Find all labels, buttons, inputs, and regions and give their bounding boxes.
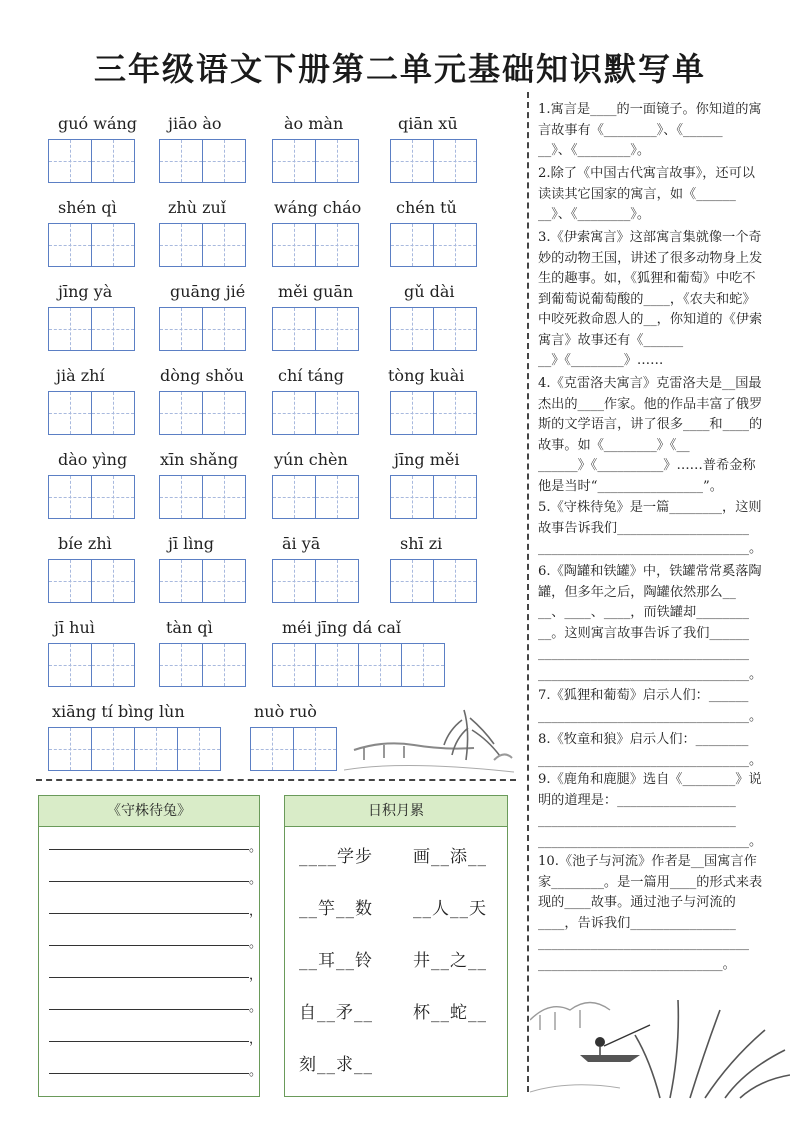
tianzige-cell[interactable] [159, 643, 203, 687]
story-line-punctuation: 。 [249, 936, 263, 951]
question-7: 7.《狐狸和葡萄》启示人们：______ ________________________________。 [538, 688, 763, 724]
tianzige-cell[interactable] [159, 559, 203, 603]
pinyin-label: gǔ dài [404, 282, 455, 301]
pinyin-label: ào màn [284, 114, 344, 133]
tianzige-cell[interactable] [250, 727, 294, 771]
story-writing-line[interactable] [49, 912, 249, 914]
writing-grid[interactable] [159, 307, 245, 351]
idiom-blank: __耳__铃 [299, 951, 373, 971]
story-writing-line[interactable] [49, 880, 249, 882]
tianzige-cell[interactable] [315, 223, 359, 267]
idiom-blank: 画__添__ [413, 847, 487, 867]
pinyin-label: zhù zuǐ [168, 198, 226, 217]
tianzige-cell[interactable] [272, 643, 316, 687]
tianzige-cell[interactable] [48, 727, 92, 771]
tianzige-cell[interactable] [315, 475, 359, 519]
writing-grid[interactable] [48, 223, 134, 267]
tianzige-cell[interactable] [159, 391, 203, 435]
story-writing-line[interactable] [49, 944, 249, 946]
writing-grid[interactable] [48, 391, 134, 435]
question-6: 6.《陶罐和铁罐》中，铁罐常常奚落陶罐，但多年之后，陶罐依然那么__ __、____、____，而铁罐却________ __。这则寓言故事告诉了我们______ ________________________________ ________________________________。 [538, 564, 763, 682]
tianzige-cell[interactable] [202, 139, 246, 183]
tianzige-cell[interactable] [159, 139, 203, 183]
tianzige-cell[interactable] [202, 391, 246, 435]
tianzige-cell[interactable] [159, 223, 203, 267]
tianzige-cell[interactable] [272, 307, 316, 351]
question-9: 9.《鹿角和鹿腿》选自《________》说明的道理是：__________________ ______________________________ ________________________________。 [538, 772, 763, 849]
story-line-punctuation: ， [249, 904, 263, 919]
story-box-title: 《守株待兔》 [39, 796, 259, 827]
pinyin-label: guāng jié [170, 282, 246, 301]
story-writing-line[interactable] [49, 1008, 249, 1010]
tianzige-cell[interactable] [202, 643, 246, 687]
question-4: 4.《克雷洛夫寓言》克雷洛夫是__国最杰出的____作家。他的作品丰富了俄罗斯的文学语言，讲了很多____和____的故事。如《________》《__ ______》《__________》……普希金称他是当时“________________”。 [538, 376, 763, 494]
writing-grid[interactable] [390, 139, 476, 183]
tianzige-cell[interactable] [390, 223, 434, 267]
idiom-blank: __人__天 [413, 899, 487, 919]
tianzige-cell[interactable] [91, 475, 135, 519]
tianzige-cell[interactable] [91, 223, 135, 267]
tianzige-cell[interactable] [48, 391, 92, 435]
story-writing-line[interactable] [49, 1040, 249, 1042]
question-1: 1.寓言是____的一面镜子。你知道的寓言故事有《________》、《______ __》、《________》。 [538, 102, 762, 158]
pinyin-label: méi jīng dá caǐ [282, 618, 402, 637]
pinyin-label: dòng shǒu [160, 366, 244, 385]
writing-grid[interactable] [159, 223, 245, 267]
writing-grid[interactable] [159, 475, 245, 519]
writing-grid[interactable] [48, 643, 134, 687]
pinyin-label: chén tǔ [396, 198, 457, 217]
tianzige-cell[interactable] [390, 475, 434, 519]
story-line-punctuation: 。 [249, 1000, 263, 1015]
story-line-punctuation: ， [249, 1032, 263, 1047]
tianzige-cell[interactable] [48, 475, 92, 519]
writing-grid[interactable] [159, 391, 245, 435]
writing-grid[interactable] [272, 643, 444, 687]
pinyin-label: tòng kuài [388, 366, 465, 385]
tianzige-cell[interactable] [272, 391, 316, 435]
tianzige-cell[interactable] [91, 391, 135, 435]
landscape-painting [344, 700, 514, 780]
story-writing-line[interactable] [49, 848, 249, 850]
writing-grid[interactable] [390, 475, 476, 519]
tianzige-cell[interactable] [390, 139, 434, 183]
tianzige-cell[interactable] [48, 139, 92, 183]
tianzige-cell[interactable] [433, 559, 477, 603]
story-box [38, 795, 263, 1097]
writing-grid[interactable] [48, 475, 134, 519]
pinyin-label: shén qì [58, 198, 117, 217]
idiom-blank: 杯__蛇__ [413, 1003, 487, 1023]
idiom-blank: __竽__数 [299, 899, 373, 919]
question-5: 5.《守株待兔》是一篇________，这则故事告诉我们____________________ ________________________________。 [538, 500, 763, 556]
idiom-blank: 刻__求__ [299, 1055, 373, 1075]
writing-grid[interactable] [272, 391, 358, 435]
tianzige-cell[interactable] [159, 307, 203, 351]
tianzige-cell[interactable] [433, 391, 477, 435]
pinyin-label: āi yā [282, 534, 321, 553]
tianzige-cell[interactable] [401, 643, 445, 687]
story-line-punctuation: 。 [249, 1064, 263, 1079]
writing-grid[interactable] [48, 139, 134, 183]
tianzige-cell[interactable] [91, 139, 135, 183]
tianzige-cell[interactable] [433, 139, 477, 183]
story-line-punctuation: ， [249, 968, 263, 983]
tianzige-cell[interactable] [390, 559, 434, 603]
pinyin-label: měi guān [278, 282, 354, 301]
writing-grid[interactable] [48, 307, 134, 351]
tianzige-cell[interactable] [272, 139, 316, 183]
idiom-box-title: 日积月累 [285, 796, 507, 827]
pinyin-label: nuò ruò [254, 702, 317, 721]
writing-grid[interactable] [390, 307, 476, 351]
writing-grid[interactable] [390, 391, 476, 435]
pinyin-label: wáng cháo [274, 198, 362, 217]
pinyin-label: chí táng [278, 366, 344, 385]
pinyin-label: qiān xū [398, 114, 458, 133]
tianzige-cell[interactable] [315, 307, 359, 351]
tianzige-cell[interactable] [315, 643, 359, 687]
vertical-divider [527, 92, 529, 1092]
tianzige-cell[interactable] [433, 307, 477, 351]
tianzige-cell[interactable] [358, 643, 402, 687]
tianzige-cell[interactable] [48, 643, 92, 687]
tianzige-cell[interactable] [433, 475, 477, 519]
idiom-blank: 井__之__ [413, 951, 487, 971]
tianzige-cell[interactable] [48, 307, 92, 351]
idiom-blank: 自__矛__ [299, 1003, 373, 1023]
writing-grid[interactable] [48, 727, 220, 771]
tianzige-cell[interactable] [48, 223, 92, 267]
tianzige-cell[interactable] [177, 727, 221, 771]
tianzige-cell[interactable] [272, 475, 316, 519]
writing-grid[interactable] [272, 475, 358, 519]
tianzige-cell[interactable] [293, 727, 337, 771]
story-writing-line[interactable] [49, 1072, 249, 1074]
tianzige-cell[interactable] [91, 307, 135, 351]
tianzige-cell[interactable] [91, 727, 135, 771]
pinyin-label: xiāng tí bìng lùn [52, 702, 185, 721]
pinyin-label: bíe zhì [58, 534, 112, 553]
writing-grid[interactable] [159, 139, 245, 183]
pinyin-label: jīng yà [58, 282, 113, 301]
question-2: 2.除了《中国古代寓言故事》，还可以读读其它国家的寓言，如《______ __》、《________》。 [538, 166, 755, 222]
tianzige-cell[interactable] [202, 307, 246, 351]
writing-grid[interactable] [272, 307, 358, 351]
tianzige-cell[interactable] [91, 559, 135, 603]
pinyin-label: shī zi [400, 534, 443, 553]
tianzige-cell[interactable] [202, 475, 246, 519]
question-8: 8.《牧童和狼》启示人们：________ ________________________________。 [538, 732, 763, 768]
writing-grid[interactable] [48, 559, 134, 603]
writing-grid[interactable] [272, 559, 358, 603]
idiom-blank: ____学步 [299, 847, 373, 867]
idiom-box [284, 795, 508, 1097]
story-line-punctuation: 。 [249, 840, 263, 855]
tianzige-cell[interactable] [91, 643, 135, 687]
tianzige-cell[interactable] [315, 391, 359, 435]
writing-grid[interactable] [159, 559, 245, 603]
tianzige-cell[interactable] [134, 727, 178, 771]
tianzige-cell[interactable] [315, 139, 359, 183]
pinyin-label: jīng měi [394, 450, 460, 469]
pinyin-label: dào yìng [58, 450, 128, 469]
tianzige-cell[interactable] [202, 223, 246, 267]
pinyin-label: tàn qì [166, 618, 213, 637]
question-10: 10.《池子与河流》作者是__国寓言作家________。是一篇用____的形式来表现的____故事。通过池子与河流的____，告诉我们________________ ________________________________ ____________________________。 [538, 854, 763, 972]
writing-grid[interactable] [272, 139, 358, 183]
writing-grid[interactable] [159, 643, 245, 687]
pinyin-label: jī lìng [168, 534, 214, 553]
pinyin-label: jià zhí [56, 366, 105, 385]
story-writing-line[interactable] [49, 976, 249, 978]
writing-grid[interactable] [250, 727, 336, 771]
tianzige-cell[interactable] [202, 559, 246, 603]
page-title: 三年级语文下册第二单元基础知识默写单 [93, 50, 706, 88]
tianzige-cell[interactable] [433, 223, 477, 267]
tianzige-cell[interactable] [48, 559, 92, 603]
tianzige-cell[interactable] [390, 307, 434, 351]
writing-grid[interactable] [390, 223, 476, 267]
tianzige-cell[interactable] [315, 559, 359, 603]
pinyin-label: jī huì [54, 618, 95, 637]
boat-reed-painting [530, 980, 790, 1100]
tianzige-cell[interactable] [159, 475, 203, 519]
writing-grid[interactable] [272, 223, 358, 267]
pinyin-label: guó wáng [58, 114, 138, 133]
pinyin-label: xīn shǎng [160, 450, 239, 469]
story-line-punctuation: 。 [249, 872, 263, 887]
pinyin-label: jiāo ào [168, 114, 222, 133]
question-3: 3.《伊索寓言》这部寓言集就像一个奇妙的动物王国，讲述了很多动物身上发生的趣事。如，《狐狸和葡萄》中吃不到葡萄说葡萄酸的____，《农夫和蛇》中咬死救命恩人的__，你知道的《伊索寓言》故事还有《______ __》《________》…… [538, 230, 763, 368]
tianzige-cell[interactable] [272, 223, 316, 267]
tianzige-cell[interactable] [272, 559, 316, 603]
tianzige-cell[interactable] [390, 391, 434, 435]
pinyin-label: yún chèn [274, 450, 348, 469]
writing-grid[interactable] [390, 559, 476, 603]
